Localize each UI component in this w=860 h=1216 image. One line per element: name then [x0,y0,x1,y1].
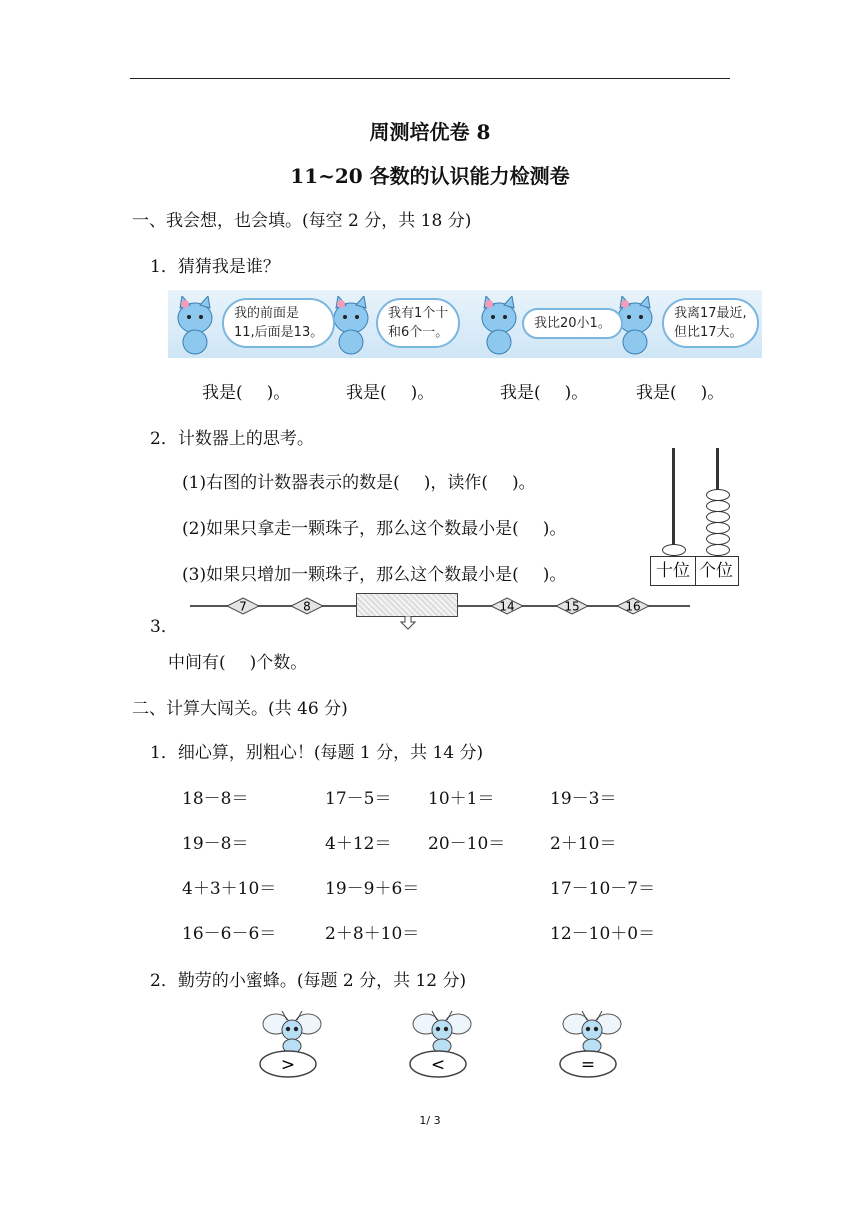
speech-bubble [376,298,460,348]
calc-problem[interactable]: 2＋8＋10＝ [325,924,420,944]
comparison-sign: > [280,1055,296,1075]
cat-icon [328,296,374,356]
diamond-label: 14 [499,599,515,614]
diamond-label: 8 [303,599,311,614]
calc-problem[interactable]: 17－10－7＝ [550,879,656,899]
bead [706,511,730,523]
number-diamond [616,597,641,614]
bubble-line: 和6个一。 [388,325,449,340]
bubble-line: 我离17最近, [674,306,747,321]
calc-problem[interactable]: 2＋10＝ [550,834,617,854]
answer-blank[interactable]: 我是( )。 [500,383,589,403]
speech-bubble [222,298,335,348]
bee-prompt: 2．勤劳的小蜜蜂。(每题 2 分，共 12 分) [150,971,467,991]
bead [706,533,730,545]
calc-prompt: 1．细心算，别粗心！(每题 1 分，共 14 分) [150,743,484,763]
calc-problem[interactable]: 16－6－6＝ [182,924,277,944]
bead [706,489,730,501]
bead [706,500,730,512]
calc-problem[interactable]: 17－5＝ [325,789,392,809]
bee-icon [558,1008,628,1080]
bee-icon [258,1008,328,1080]
calc-problem[interactable]: 12－10＋0＝ [550,924,656,944]
ones-place-label: 个位 [694,556,739,586]
q2-item[interactable]: (3)如果只增加一颗珠子，那么这个数最小是( )。 [182,565,567,585]
bubble-line: 11,后面是13。 [234,325,324,340]
calc-problem[interactable]: 19－9＋6＝ [325,879,420,899]
answer-blank[interactable]: 我是( )。 [636,383,725,403]
q1-prompt: 1．猜猜我是谁？ [150,257,280,277]
bead [662,544,686,556]
cat-icon [476,296,522,356]
bubble-line: 我有1个十 [388,306,449,321]
part2-heading: 二、计算大闯关。(共 46 分) [132,699,348,719]
calc-problem[interactable]: 4＋12＝ [325,834,392,854]
calc-problem[interactable]: 20－10＝ [428,834,506,854]
number-diamond [226,597,248,613]
q2-prompt: 2．计数器上的思考。 [150,429,314,449]
calc-problem[interactable]: 19－8＝ [182,834,249,854]
page-title: 周测培优卷 8 [369,120,491,144]
q3-number: 3． [150,617,178,637]
bee-icon [408,1008,478,1080]
calc-problem[interactable]: 4＋3＋10＝ [182,879,277,899]
comparison-sign: < [430,1055,446,1075]
answer-blank[interactable]: 我是( )。 [346,383,435,403]
page-subtitle: 11~20 各数的认识能力检测卷 [290,164,570,188]
bead [706,544,730,556]
calc-problem[interactable]: 19－3＝ [550,789,617,809]
number-diamond [555,597,580,614]
covered-numbers-box [356,593,458,617]
part1-heading: 一、我会想，也会填。(每空 2 分，共 18 分) [132,211,472,231]
calc-problem[interactable]: 18－8＝ [182,789,249,809]
q2-item[interactable]: (2)如果只拿走一颗珠子，那么这个数最小是( )。 [182,519,567,539]
cat-icon [172,296,218,356]
q3-answer[interactable]: 中间有( )个数。 [168,653,308,673]
comparison-sign: = [580,1055,596,1075]
q2-item[interactable]: (1)右图的计数器表示的数是( )，读作( )。 [182,473,536,493]
diamond-label: 7 [239,599,247,614]
header-rule [130,78,730,79]
bubble-line: 但比17大。 [674,325,743,340]
bubble-line: 我比20小1。 [534,316,611,331]
down-arrow-icon [400,616,416,630]
tens-place-label: 十位 [650,556,696,586]
number-diamond [290,597,312,613]
diamond-label: 15 [564,599,580,614]
answer-blank[interactable]: 我是( )。 [202,383,291,403]
tens-rod [672,448,675,556]
number-diamond [490,597,515,614]
diamond-label: 16 [625,599,641,614]
calc-problem[interactable]: 10＋1＝ [428,789,495,809]
speech-bubble [522,308,623,339]
bubble-line: 我的前面是 [234,306,300,321]
page-number: 1/ 3 [419,1114,441,1127]
bead [706,522,730,534]
speech-bubble [662,298,759,348]
